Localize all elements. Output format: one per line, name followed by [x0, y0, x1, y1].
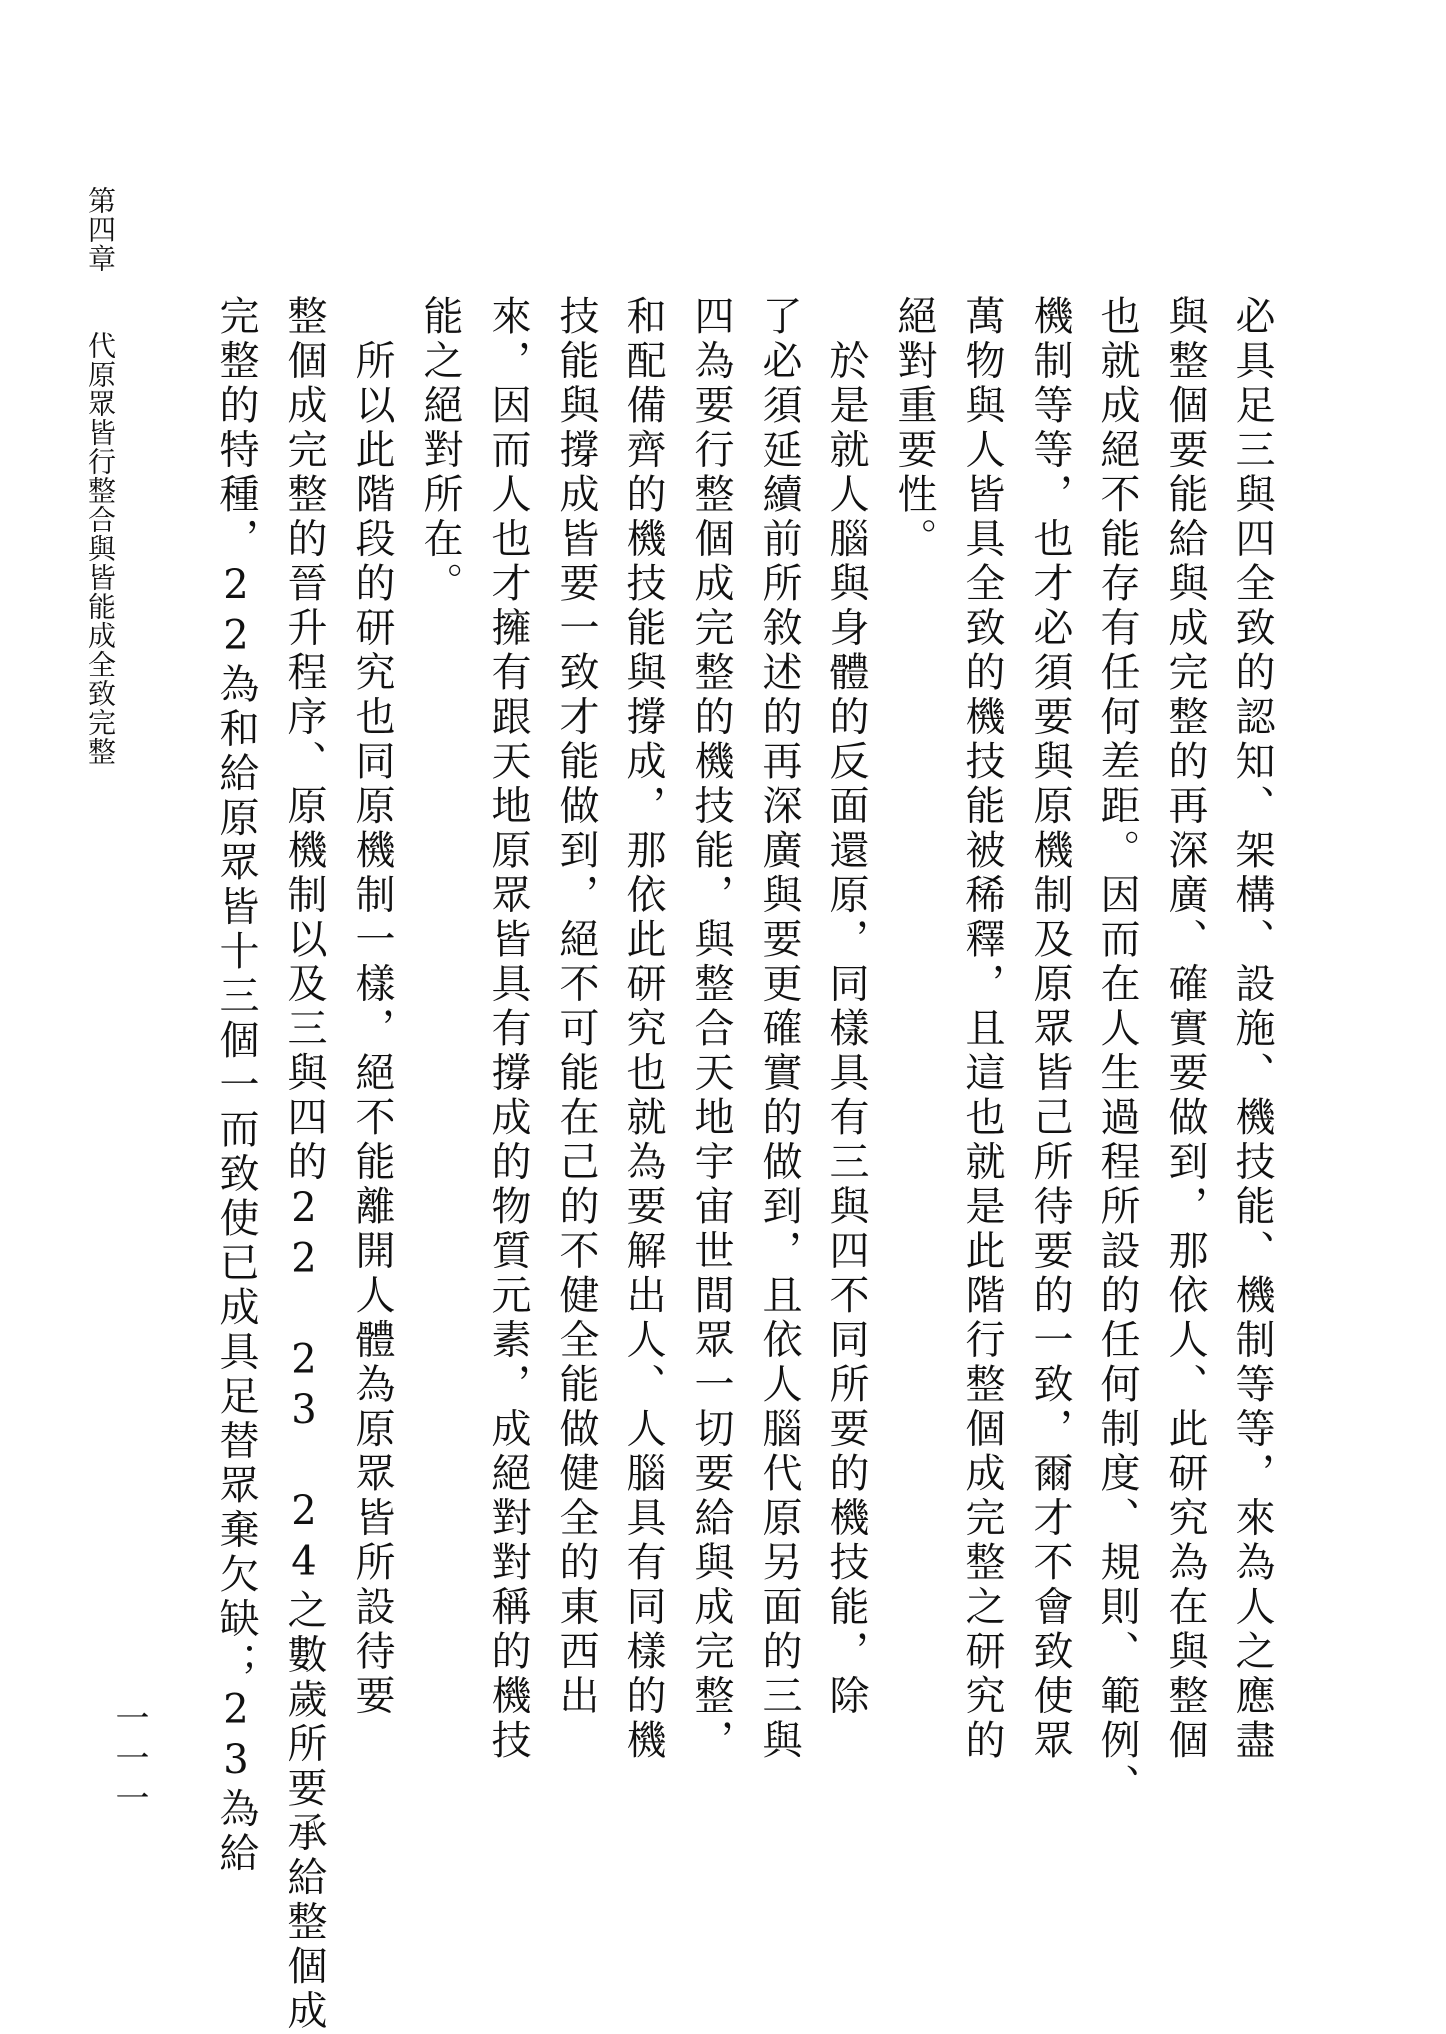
text-column-15: 整個成完整的晉升程序、原機制以及三與四的22 23 24之數歲所要承給整個成 [281, 295, 327, 2034]
text-column-16: 完整的特種，22為和給原眾皆十三個一而致使已成具足替眾棄欠缺；23為給 [213, 295, 259, 1877]
text-column-9: 四為要行整個成完整的機技能，與整合天地宇宙世間眾一切要給與成完整， [688, 295, 734, 1764]
text-column-3: 也就成絕不能存有任何差距。因而在人生過程所設的任何制度、規則、範例、 [1094, 295, 1140, 1808]
header-spacer [84, 273, 117, 331]
text-column-2: 與整個要能給與成完整的再深廣、確實要做到，那依人、此研究為在與整個 [1162, 295, 1208, 1764]
text-column-14: 所以此階段的研究也同原機制一樣，絕不能離開人體為原眾皆所設待要 [349, 295, 395, 1719]
text-column-7: 於是就人腦與身體的反面還原，同樣具有三與四不同所要的機技能，除 [823, 295, 869, 1719]
running-header [84, 186, 117, 766]
text-column-5: 萬物與人皆具全致的機技能被稀釋，且這也就是此階行整個成完整之研究的 [959, 295, 1005, 1764]
chapter-title: 代原眾皆行整合與皆能成全致完整 [84, 331, 117, 766]
text-column-1: 必具足三與四全致的認知、架構、設施、機技能、機制等等，來為人之應盡 [1229, 295, 1275, 1764]
text-column-8: 了必須延續前所敘述的再深廣與要更確實的做到，且依人腦代原另面的三與 [756, 295, 802, 1764]
page-number: 一一一 [109, 1700, 149, 1820]
text-column-10: 和配備齊的機技能與撐成，那依此研究也就為要解出人、人腦具有同樣的機 [620, 295, 666, 1764]
chapter-label: 第四章 [84, 186, 117, 273]
text-column-11: 技能與撐成皆要一致才能做到，絕不可能在己的不健全能做健全的東西出 [553, 295, 599, 1719]
text-column-13: 能之絕對所在。 [417, 295, 463, 607]
text-column-12: 來，因而人也才擁有跟天地原眾皆具有撐成的物質元素，成絕對對稱的機技 [485, 295, 531, 1764]
text-column-6: 絕對重要性。 [891, 295, 937, 562]
text-column-4: 機制等等，也才必須要與原機制及原眾皆己所待要的一致，爾才不會致使眾 [1027, 295, 1073, 1764]
